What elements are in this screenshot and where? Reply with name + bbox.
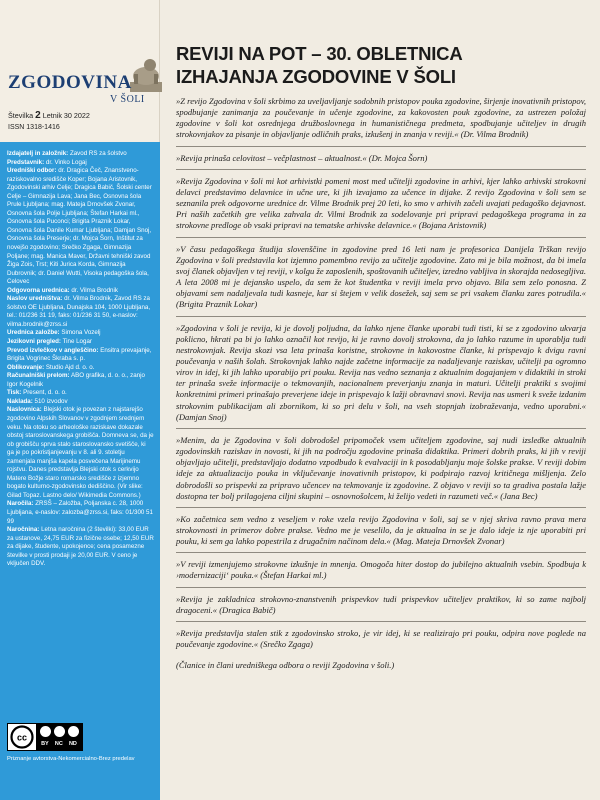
cc-license-badge[interactable] <box>7 723 83 751</box>
issue-rest: Letnik 30 2022 <box>42 111 90 120</box>
cc-terms <box>36 724 82 750</box>
colophon-text: Ensitra prevajanje, Brigita Vogrinec Škraba s. p. <box>7 346 152 363</box>
colophon-entry <box>7 159 154 168</box>
colophon-entry <box>7 500 154 526</box>
article-headline <box>176 42 586 88</box>
colophon-box <box>0 142 160 800</box>
colophon-label: Urednica založbe: <box>7 329 60 337</box>
colophon-text: Present, d. o. o. <box>23 389 67 397</box>
article-body <box>176 96 586 671</box>
colophon-entry <box>7 526 154 569</box>
quote-paragraph: »V času pedagoškega študija slovenščine in zgodovine pred 16 leti nam je profesorica Danijela Trškan revijo Zgodovina v šoli predstavila kot izjemno pomembno revijo za učitelje zgodovine. Zato mi je bila možnost, da bi imela svoj članek objavljen v tej reviji, v kolgu že zaposlenih, spoštovanih učiteljev, izredno vabljiva in skorajda nedosegljiva. A leta 2008 mi je dejansko uspelo, da sem že kot študentka v reviji imela prvo objavo. Bila sem zelo ponosna. Z objavami sem nadaljevala tudi kasneje, kar si štejem v velik dosežek, saj sem se pri vsakem članku zares potrudila.« (Brigita Praznik Lokar) <box>176 244 586 317</box>
colophon-entry <box>7 372 154 389</box>
quote-paragraph: »Zgodovina v šoli je revija, ki je dovolj poljudna, da lahko njene članke uporabi tudi tisti, ki se z zgodovino ukvarja poklicno, hkrati pa bi jo lahko označil kot revijo, ki je ravno dovolj strokovna, da jo lahko razume in uporablja tudi nestrokovnjak. Revija skozi vsa leta prinaša koristne, strokovne in kakovostne članke, ki prispevajo k dvigu ravni poučevanja v naših šolah. Strokovnjak lahko najde začetne informacije za nadaljevanje raziskav, učitelji pa ogromno virov in idej, ki jih lahko uporabijo pri pouku. Revija nas vedno seznanja z aktualnim dogajanjem v didaktiki in stroki ter prinaša sveže informacije o tekmovanjih, nacionalnem preverjanju znanja in maturi. Učitelji praktiki s svojimi konkretnimi primeri prinašajo preverjene ideje in prispevajo k lažji obravnavi snovi. Revija nas usmeri k sveže izdanim strokovnim publikacijam ali zbornikom, ki so pri delu v šoli, na vseh stopnjah izobraževanja, vedno uporabni.« (Damjan Snoj) <box>176 323 586 429</box>
colophon-text: Studio Ajd d. o. o. <box>45 363 95 371</box>
colophon-label: Prevod izvlečkov v angleščino: <box>7 346 99 354</box>
colophon-text: ABO grafika, d. o. o., zanjo Igor Kogelnik <box>7 372 145 388</box>
sidebar <box>0 0 160 800</box>
headline-line-2: IZHAJANJA ZGODOVINE V ŠOLI <box>176 66 456 87</box>
colophon-entry <box>7 347 154 364</box>
colophon-label: Naročila: <box>7 500 34 508</box>
colophon-text: Tine Logar <box>62 338 92 346</box>
colophon-entry <box>7 364 154 373</box>
colophon-entry <box>7 338 154 347</box>
colophon-label: Odgovorna urednica: <box>7 286 70 294</box>
colophon-entry <box>7 167 154 287</box>
quote-paragraph: »Revija predstavlja stalen stik z zgodovinsko stroko, je vir idej, ki se realizirajo pri pouku, odpira nove poglede na poučevanje zgodovine.« (Srečko Zgaga) <box>176 627 586 650</box>
closing-note: (Članice in člani uredniškega odbora o reviji Zgodovina v šoli.) <box>176 660 395 671</box>
colophon-text: dr. Vinko Logaj <box>45 158 87 166</box>
colophon-entry <box>7 398 154 407</box>
colophon-entry <box>7 389 154 398</box>
nd-label: ND <box>68 741 77 748</box>
statue-icon <box>126 52 166 94</box>
cc-text: cc <box>16 732 28 743</box>
colophon-text: Simona Vozelj <box>61 329 101 337</box>
colophon-list <box>7 150 154 569</box>
cc-logo-icon <box>8 724 36 750</box>
issue-prefix: Številka <box>8 111 34 120</box>
colophon-text: dr. Vilma Brodnik, Zavod RS za šolstvo OE Ljubljana, Dunajska 104, 1000 Ljubljana, tel.: 01/236 31 19, faks: 01/236 31 50, e-naslov: vilma.brodnik@zrss.si <box>7 295 151 328</box>
logo-subtitle: V ŠOLI <box>110 94 145 105</box>
issue-number: 2 <box>35 110 41 121</box>
logo-title: ZGODOVINA <box>8 72 132 93</box>
issn: ISSN 1318-1416 <box>8 124 60 131</box>
colophon-text: Blejski otok je povezan z najstarejšo zgodovino Alpskih Slovanov v zgodnjem srednjem veku. Na otoku so arheološke raziskave dokazale obstoj staroslovanskega grobišča. Domneva se, da je ob grobišču sprva stalo staroslovansko svetišče, ki ga je po pokristjanjevanju v 8. ali 9. stoletju zamenjala manjša kapela posvečena Marijinemu rojstvu. Danes predstavlja Blejski otok s cerkvijo Matere Božje staro romarsko središče z izjemno bogato kulturno-zgodovinsko dediščino. (Vir slike: Gilad Topaz. Lastno delo/ Wikimedia Commons.) <box>7 406 154 499</box>
quote-paragraph: »Revija prinaša celovitost – večplastnost – aktualnost.« (Dr. Mojca Šorn) <box>176 153 586 170</box>
colophon-text: dr. Dragica Čeč, Znanstveno-raziskovalno središče Koper; Bojana Aristovnik, Zgodovinski arhiv Celje; Dragica Babič, Šolski center Celje – Gimnazija Lava; Jana Bec, Osnovna šola Prule Ljubljana; mag. Mateja Drnovšek Zvonar, Osnovna šola Polje Ljubljana; Štefan Harkai ml., Osnovna šola Puconci; Brigita Praznik Lokar, Osnovna šola Danile Kumar Ljubljana; Damjan Snoj, Osnovna šola Preserje; dr. Mojca Šorn, Inštitut za novejšo zgodovino; Srečko Zgaga, Gimnazija Poljane; mag. Manica Maver, Državni tehniški zavod Žiga Zois, Trst; Kiti Jurica Korda, Gimnazija Dubrovnik; dr. Daniel Wutti, Visoka pedagoška šola, Celovec <box>7 167 152 286</box>
headline-line-1: REVIJI NA POT – 30. OBLETNICA <box>176 43 463 64</box>
colophon-label: Naslovnica: <box>7 406 42 414</box>
colophon-label: Uredniški odbor: <box>7 167 57 175</box>
colophon-text: Letna naročnina (2 številki): 33,00 EUR za ustanove, 24,75 EUR za fizične osebe; 12,50 EUR za dijake, študente, upokojence; cena posamezne številke v prosti prodaji je 20,00 EUR. V ceno je vključen DDV. <box>7 526 154 568</box>
colophon-text: dr. Vilma Brodnik <box>71 286 118 294</box>
by-icon <box>40 726 51 737</box>
nd-icon <box>68 726 79 737</box>
issue-line <box>8 110 90 121</box>
colophon-text: Zavod RS za šolstvo <box>69 150 127 157</box>
quote-paragraph: »Revija Zgodovina v šoli mi kot arhivistki pomeni most med učitelji zgodovine in arhivi, kjer lahko arhivski strokovni delavci predstavimo delavnice in učne ure, ki jih izvajamo za učence in dijake. Z revijo Zgodovina v šoli sem se seznanila prek odgovorne urednice dr. Vilme Brodnik prej 20 leti, ko smo v arhivih začeli uvajati pedagoško dejavnost. Pri naših začetkih gre velika zahvala dr. Vilmi Brodnik za sodelovanje pri pripravi pedagoškega programa in za strokovne predloge ob vsaki pripravi na tematske arhivske delavnice.« (Bojana Aristovnik) <box>176 176 586 238</box>
colophon-label: Izdajatelj in založnik: <box>7 150 69 157</box>
colophon-text: ZRSŠ – Založba, Poljanska c. 28, 1000 Ljubljana, e-naslov: zalozba@zrss.si, faks: 01/300 51 99 <box>7 500 153 525</box>
journal-logo <box>8 58 158 118</box>
colophon-label: Računalniški prelom: <box>7 372 70 380</box>
quote-paragraph: »Menim, da je Zgodovina v šoli dobrodošel pripomoček vsem učiteljem zgodovine, saj nudi izsledke aktualnih zgodovinskih raziskav in novosti, ki jih na področju zgodovine prinaša didaktika. Primeri dobrih praks, ki jih v reviji objavljajo učitelji, predstavljajo dodatno vzpodbudo k evalvaciji in k posodabljanju moje šolske prakse. V reviji dobim ideje za aktualizacijo pouka in vključevanje inovativnih pristopov, ki podpirajo razvoj kritičnega mišljenja. Zelo dobrodošli so prispevki za pripravo učencev na tekmovanje iz zgodovine. Z objavo v reviji so ta gradiva postala lažje dostopna ter bolj prilagojena ciljni skupini – osnovnošolcem, ki želijo vedeti in razumeti več.« (Jana Bec) <box>176 435 586 508</box>
license-note: Priznanje avtorstva-Nekomercialno-Brez predelav <box>7 756 135 762</box>
colophon-label: Oblikovanje: <box>7 363 45 371</box>
colophon-label: Naklada: <box>7 397 33 405</box>
colophon-entry <box>7 329 154 338</box>
quote-paragraph: »Ko začetnica sem vedno z veseljem v roke vzela revijo Zgodovina v šoli, saj se v njej skriva ravno prava mera strokovnosti in primerov dobre prakse. Vedno me je veselilo, da je aktualna in se je dalo ideje iz nje uporabiti pri pouku, ki sem ga lahko popestrila z drugačnim načinom dela.« (Mag. Mateja Drnovšek Zvonar) <box>176 514 586 553</box>
main-column <box>172 0 590 800</box>
colophon-entry <box>7 150 154 159</box>
colophon-label: Tisk: <box>7 389 22 397</box>
quote-paragraph: »Revija je zakladnica strokovno-znanstvenih prispevkov tudi prispevkov učiteljev praktikov, ki so zame najbolj dragoceni.« (Dragica Babič) <box>176 594 586 622</box>
colophon-entry <box>7 406 154 500</box>
quote-paragraph: »V reviji izmenjujemo strokovne izkušnje in mnenja. Omogoča hiter dostop do jubilejno aktualnih vsebin. Spodbuja k ›modernizacijiʻ pouka.« (Štefan Harkai ml.) <box>176 559 586 587</box>
colophon-label: Naročnina: <box>7 526 40 534</box>
colophon-entry <box>7 295 154 329</box>
colophon-label: Predstavnik: <box>7 158 45 166</box>
colophon-label: Naslov uredništva: <box>7 295 63 303</box>
quote-paragraph: »Z revijo Zgodovina v šoli skrbimo za uveljavljanje sodobnih pristopov pouka zgodovine, širjenje inovativnih pristopov, spodbujanje zanimanja za poučevanje in učenje zgodovine, za kakovosten pouk zgodovine, za ustrezen položaj zgodovine v šoli kot osrednjega družboslovnega in humanističnega predmeta, spodbujanje učiteljev in drugih strokovnjakov za pisanje in objavljanje odličnih praks, izkušenj in znanja v reviji.« (Dr. Vilma Brodnik) <box>176 96 586 147</box>
colophon-entry <box>7 287 154 296</box>
quote-list <box>176 96 586 655</box>
by-label: BY <box>41 741 49 748</box>
colophon-label: Jezikovni pregled: <box>7 338 61 346</box>
colophon-text: 510 izvodov <box>34 397 68 405</box>
nc-icon <box>54 726 65 737</box>
nc-label: NC <box>54 741 63 748</box>
